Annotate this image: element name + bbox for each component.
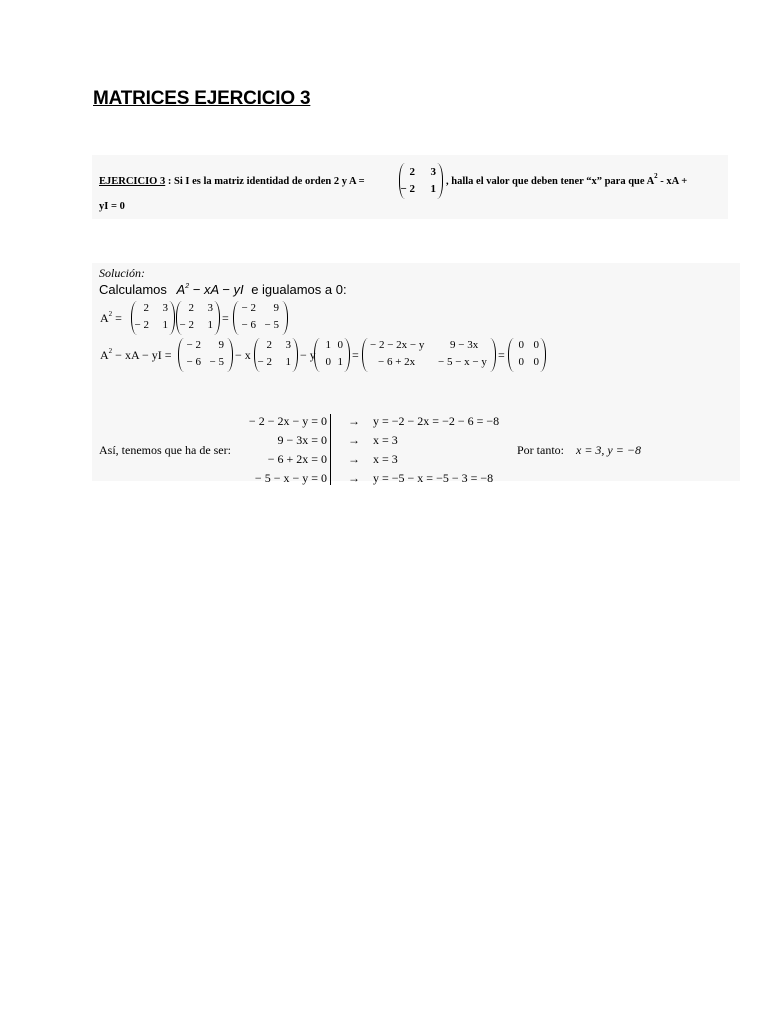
matrix-cell: 1 [325, 339, 331, 351]
matrix-cell: 3 [430, 166, 436, 178]
matrix-cell: 0 [337, 339, 343, 351]
matrix-a-squared [233, 301, 288, 335]
matrix-cell: − 5 [264, 319, 279, 331]
matrix-cell: 1 [207, 319, 213, 331]
calc-expr-a: A [176, 282, 186, 297]
page-title: MATRICES EJERCICIO 3 [93, 88, 311, 109]
matrix-cell: 1 [162, 319, 168, 331]
minus-y-label: − y [300, 348, 316, 362]
a-squared-lhs [100, 311, 122, 326]
final-answer: x = 3, y = −8 [576, 443, 641, 457]
problem-exponent: 2 [654, 172, 658, 180]
matrix-cell: − 2 [400, 183, 415, 195]
matrix-cell: 3 [207, 302, 213, 314]
expr-rest: − xA − yI = [112, 348, 172, 362]
problem-line-1b [446, 172, 688, 187]
expr-exp: 2 [108, 347, 113, 355]
problem-text-1: : Si I es la matriz identidad de orden 2 y A = [165, 176, 365, 187]
matrix-a-squared-2 [178, 338, 233, 372]
problem-text-2: , halla el valor que deben tener “x” para que A [446, 176, 655, 187]
matrix-result [362, 338, 496, 372]
matrix-cell: 9 [218, 339, 224, 351]
calc-intro: Calculamos [99, 282, 167, 297]
matrix-cell: 2 [143, 302, 149, 314]
matrix-cell: 0 [518, 339, 524, 351]
equation-3: − 6 + 2x = 0 [267, 452, 327, 466]
arrow-3: → [348, 452, 360, 466]
matrix-cell: − 2 [257, 356, 272, 368]
arrow-4: → [348, 471, 360, 485]
matrix-cell: − 6 [186, 356, 201, 368]
matrix-cell: 1 [337, 356, 343, 368]
equals-sign: = [498, 348, 505, 362]
matrix-a-right [176, 301, 220, 335]
calc-intro-line [99, 282, 347, 297]
matrix-cell: − 6 [241, 319, 256, 331]
expr-base: A [100, 348, 109, 362]
calc-tail: e igualamos a 0: [251, 282, 347, 297]
matrix-cell: 0 [533, 339, 539, 351]
matrix-a-left [131, 301, 175, 335]
minus-x-label: − x [235, 348, 251, 362]
problem-line-1 [99, 176, 365, 187]
matrix-cell: 3 [162, 302, 168, 314]
equals-sign: = [222, 311, 229, 325]
system-brace [325, 414, 331, 485]
a2-exp: 2 [108, 310, 113, 318]
problem-text-3: - xA + [657, 176, 688, 187]
asi-label: Así, tenemos que ha de ser: [99, 443, 231, 457]
equation-1: − 2 − 2x − y = 0 [248, 414, 327, 428]
matrix-cell: − 5 [209, 356, 224, 368]
matrix-cell: − 2 [186, 339, 201, 351]
arrow-2: → [348, 433, 360, 447]
matrix-cell: − 2 [241, 302, 256, 314]
por-tanto-label: Por tanto: [517, 443, 564, 457]
calc-expr-exp: 2 [185, 283, 190, 290]
result-2: x = 3 [373, 433, 398, 447]
arrow-1: → [348, 414, 360, 428]
equals-sign: = [352, 348, 359, 362]
matrix-cell: − 2 [179, 319, 194, 331]
calc-expr [177, 282, 244, 297]
matrix-cell: − 2 − 2x − y [370, 339, 425, 351]
matrix-zero [508, 338, 546, 372]
matrix-cell: 2 [188, 302, 194, 314]
matrix-cell: 9 − 3x [450, 339, 479, 351]
matrix-cell: − 5 − x − y [438, 356, 487, 368]
result-4: y = −5 − x = −5 − 3 = −8 [373, 471, 494, 485]
a2-base: A [100, 311, 109, 325]
matrix-cell: 0 [533, 356, 539, 368]
matrix-cell: 0 [325, 356, 331, 368]
matrix-identity [314, 338, 350, 372]
matrix-cell: 1 [430, 183, 436, 195]
a2-eq: = [115, 311, 122, 325]
matrix-cell: − 6 + 2x [378, 356, 416, 368]
equation-2: 9 − 3x = 0 [277, 433, 327, 447]
problem-label: EJERCICIO 3 [99, 176, 166, 187]
problem-line-2: yI = 0 [99, 201, 125, 212]
solution-heading: Solución: [99, 266, 145, 280]
problem-matrix-a [399, 163, 443, 199]
matrix-cell: 1 [285, 356, 291, 368]
matrix-cell: 2 [409, 166, 415, 178]
expression-lhs [100, 348, 171, 363]
matrix-a-2 [254, 338, 298, 372]
equation-4: − 5 − x − y = 0 [254, 471, 327, 485]
matrix-cell: 0 [518, 356, 524, 368]
matrix-cell: 9 [273, 302, 279, 314]
result-3: x = 3 [373, 452, 398, 466]
calc-expr-b: − xA − yI [189, 282, 244, 297]
result-1: y = −2 − 2x = −2 − 6 = −8 [373, 414, 500, 428]
matrix-cell: 3 [285, 339, 291, 351]
matrix-cell: − 2 [134, 319, 149, 331]
matrix-cell: 2 [266, 339, 272, 351]
